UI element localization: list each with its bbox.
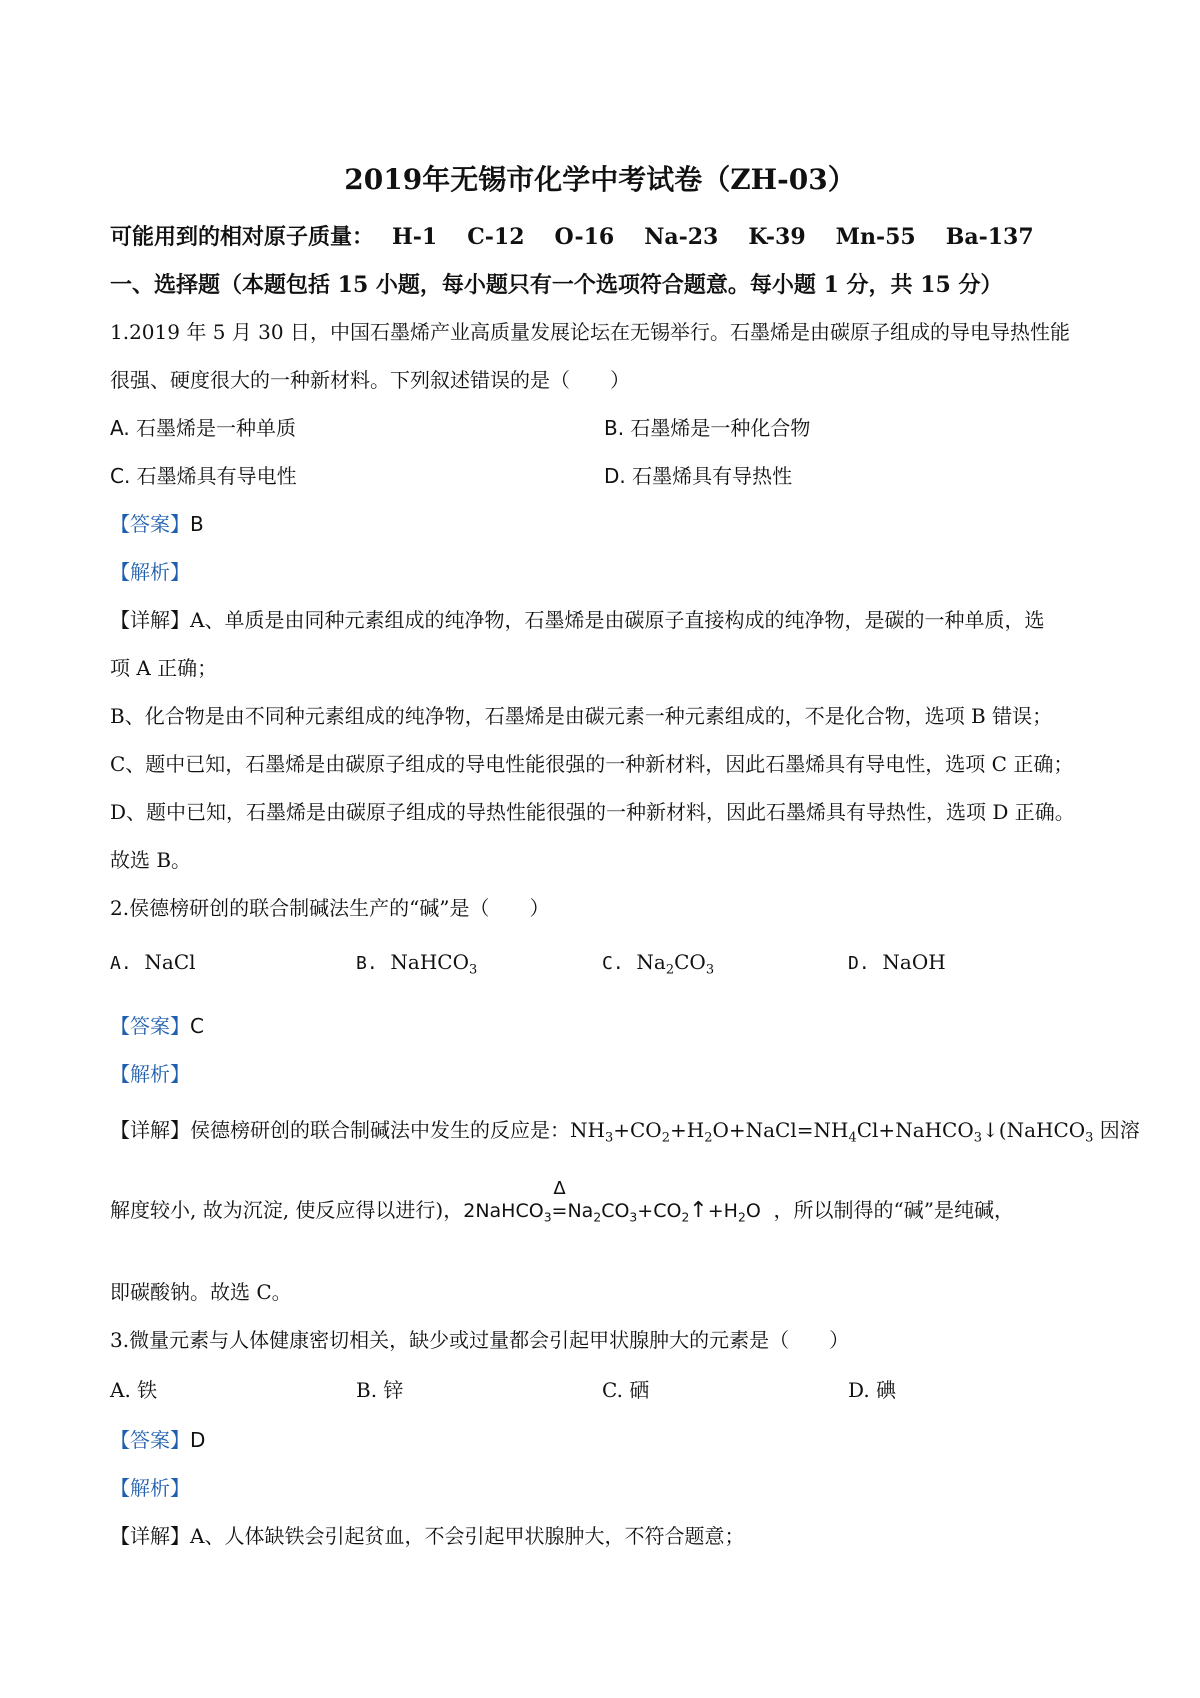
detail-text: A、单质是由同种元素组成的纯净物，石墨烯是由碳原子直接构成的纯净物，是碳的一种单质，选 <box>190 608 1045 632</box>
detail-text: 解度较小, 故为沉淀, 使反应得以进行)， <box>110 1198 464 1222</box>
q1-stem-line2: 很强、硬度很大的一种新材料。下列叙述错误的是（ ） <box>110 368 630 392</box>
answer-value: C <box>190 1014 204 1038</box>
q3-option-c: C. 硒 <box>602 1378 650 1402</box>
heating-condition: Δ = <box>551 1178 568 1222</box>
q1-detail-line4: C、题中已知，石墨烯是由碳原子组成的导电性能很强的一种新材料，因此石墨烯具有导电性，选项 C 正确； <box>110 752 1074 776</box>
q1-detail-line5: D、题中已知，石墨烯是由碳原子组成的导热性能很强的一种新材料，因此石墨烯具有导热性，选项 D 正确。 <box>110 800 1075 824</box>
subscript: 2 <box>665 962 675 978</box>
q2-detail-line2 <box>110 1178 1014 1225</box>
q2-option-b <box>356 950 478 978</box>
q2-detail-line1 <box>110 1114 1140 1146</box>
answer-label: 【答案】 <box>110 1014 190 1038</box>
option-formula: Na <box>636 950 666 974</box>
q1-detail-line1 <box>110 604 1044 633</box>
option-formula: NaHCO <box>390 950 469 974</box>
q1-stem-line1: 1.2019 年 5 月 30 日，中国石墨烯产业高质量发展论坛在无锡举行。石墨烯是由碳原子组成的导电导热性能 <box>110 320 1070 344</box>
mass-item: Ba-137 <box>945 224 1034 250</box>
detail-label: 【详解】 <box>110 608 190 632</box>
mass-item: Mn-55 <box>835 224 916 250</box>
q2-option-c <box>602 950 715 978</box>
q1-detail-line6: 故选 B。 <box>110 848 192 872</box>
option-letter: D. <box>848 953 870 974</box>
mass-item: C-12 <box>467 224 525 250</box>
option-formula: NaOH <box>882 950 946 974</box>
q2-stem: 2.侯德榜研创的联合制碱法生产的“碱”是（ ） <box>110 896 550 920</box>
answer-label: 【答案】 <box>110 512 190 536</box>
detail-label: 【详解】 <box>110 1118 190 1142</box>
reaction-equation-1: $NH_3+CO_2+H_2O+NaCl=NH_4Cl+NaHCO_3↓(NaHCO_3$ 因溶 <box>570 1118 1140 1146</box>
option-letter: B. <box>356 953 378 974</box>
q2-option-a <box>110 950 196 974</box>
q2-analysis-label: 【解析】 <box>110 1062 190 1086</box>
q1-detail-line2: 项 A 正确； <box>110 656 218 680</box>
q1-option-d: D. 石墨烯具有导热性 <box>604 464 793 488</box>
q2-option-d <box>848 950 946 974</box>
option-letter: A. <box>110 953 132 974</box>
q2-detail-line3: 即碳酸钠。故选 C。 <box>110 1280 292 1304</box>
q1-answer <box>110 508 204 537</box>
exam-title: 2019年无锡市化学中考试卷（ZH-03） <box>344 163 856 196</box>
mass-item: H-1 <box>392 224 438 250</box>
option-formula: NaCl <box>144 950 196 974</box>
atomic-masses-line <box>110 220 1064 251</box>
mass-item: K-39 <box>748 224 806 250</box>
q1-option-b: B. 石墨烯是一种化合物 <box>604 416 811 440</box>
q3-option-d: D. 碘 <box>848 1378 897 1402</box>
q1-detail-line3: B、化合物是由不同种元素组成的纯净物，石墨烯是由碳元素一种元素组成的，不是化合物，选项 B 错误； <box>110 704 1053 728</box>
subscript: 3 <box>468 962 478 978</box>
answer-value: B <box>190 512 204 536</box>
detail-text: 侯德榜研创的联合制碱法中发生的反应是： <box>190 1118 570 1142</box>
q3-option-b: B. 锌 <box>356 1378 404 1402</box>
detail-text: ，所以制得的“碱”是纯碱， <box>773 1198 1014 1222</box>
section-title: 一、选择题（本题包括 15 小题，每小题只有一个选项符合题意。每小题 1 分，共 15 分） <box>110 272 1003 298</box>
q2-answer <box>110 1010 204 1039</box>
subscript: 3 <box>705 962 715 978</box>
atomic-masses-label: 可能用到的相对原子质量： <box>110 224 375 250</box>
q3-analysis-label: 【解析】 <box>110 1476 190 1500</box>
detail-text: A、人体缺铁会引起贫血，不会引起甲状腺肿大，不符合题意； <box>190 1524 745 1548</box>
mass-item: Na-23 <box>644 224 719 250</box>
detail-label: 【详解】 <box>110 1524 190 1548</box>
q3-option-a: A. 铁 <box>110 1378 158 1402</box>
reaction-equation-2: 2NaHCO$_3$ Δ $=Na_2CO_3+CO_2↑+H_2O$ <box>463 1178 761 1225</box>
q1-option-c: C. 石墨烯具有导电性 <box>110 464 297 488</box>
option-formula: CO <box>674 950 706 974</box>
answer-value: D <box>190 1428 206 1452</box>
option-letter: C. <box>602 953 624 974</box>
mass-item: O-16 <box>554 224 615 250</box>
q1-option-a: A. 石墨烯是一种单质 <box>110 416 297 440</box>
q1-analysis-label: 【解析】 <box>110 560 190 584</box>
q3-stem: 3.微量元素与人体健康密切相关，缺少或过量都会引起甲状腺肿大的元素是（ ） <box>110 1328 850 1352</box>
answer-label: 【答案】 <box>110 1428 190 1452</box>
q3-detail-line1 <box>110 1520 744 1549</box>
q3-answer <box>110 1424 205 1453</box>
